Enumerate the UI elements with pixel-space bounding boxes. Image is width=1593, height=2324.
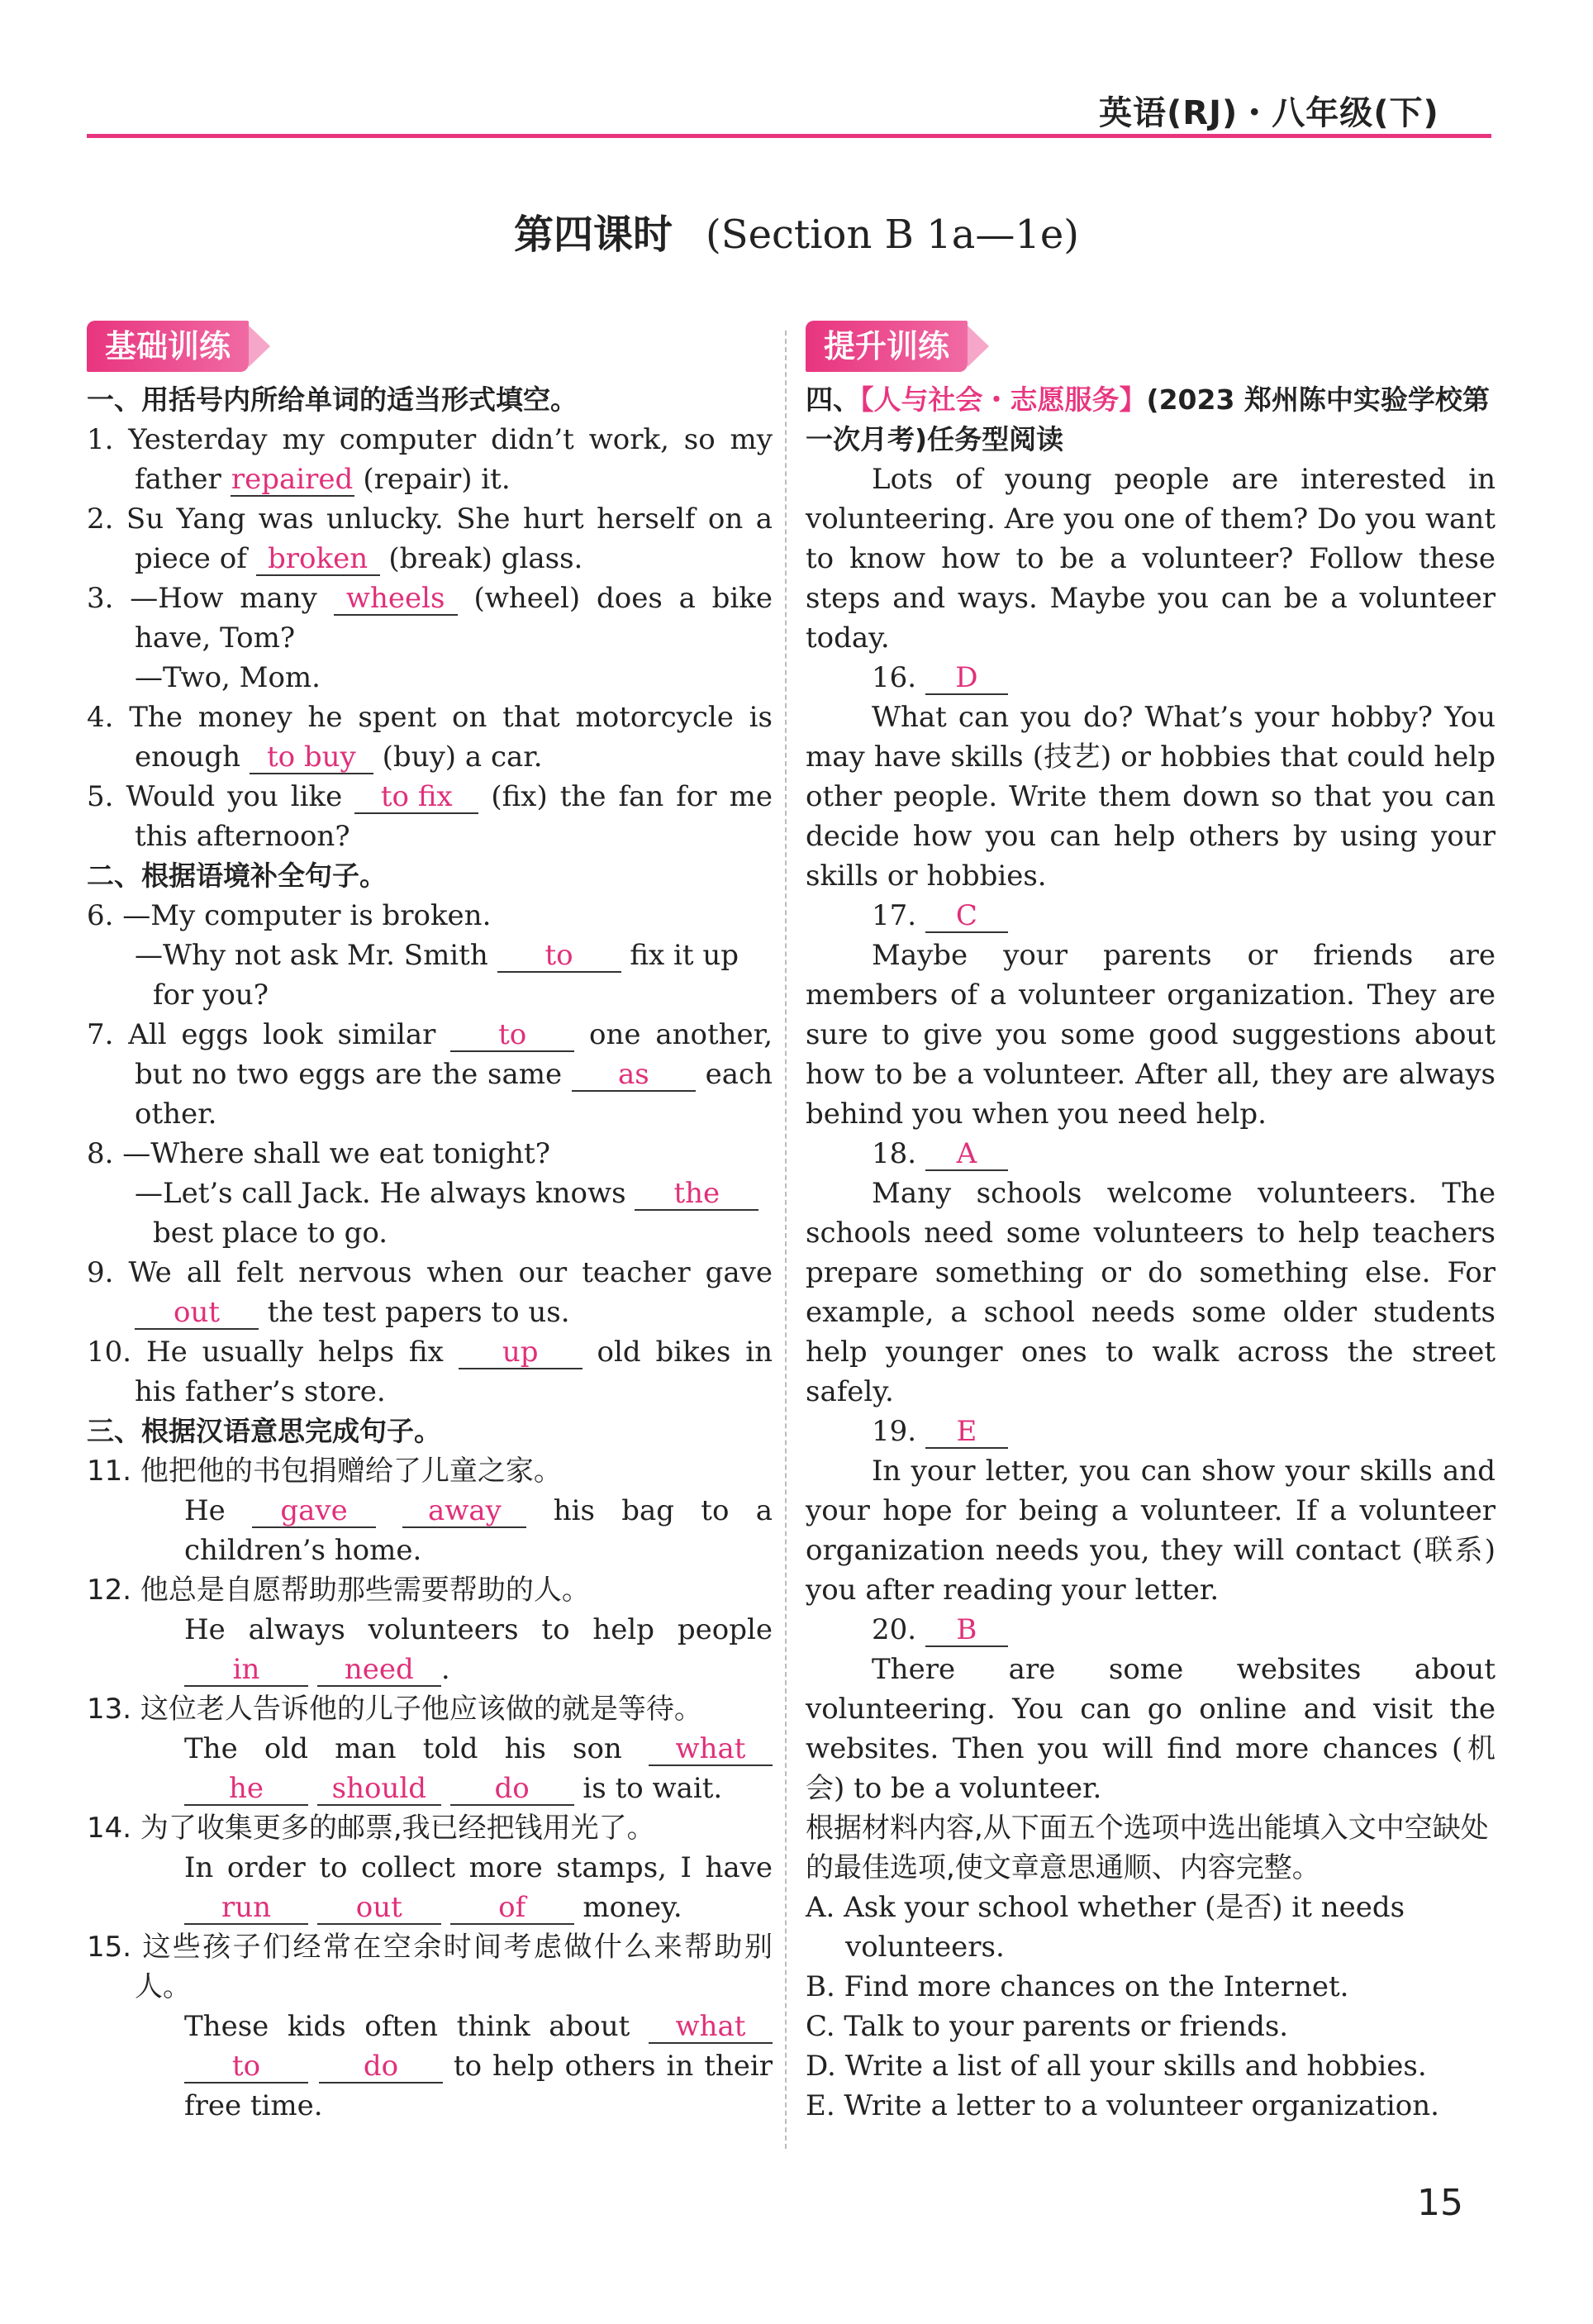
section-1-heading: 一、用括号内所给单词的适当形式填空。	[87, 383, 578, 416]
answer-blank: in	[184, 1654, 308, 1687]
section-4-tag: 【人与社会・志愿服务】	[860, 383, 1147, 416]
question-8: 8. —Where shall we eat tonight?	[87, 1137, 550, 1170]
header-rule	[87, 134, 1491, 138]
question-14-chinese: 14. 为了收集更多的邮票,我已经把钱用光了。	[87, 1812, 655, 1845]
question-19: 19. E	[806, 1412, 1496, 1451]
question-2: 2. Su Yang was unlucky. She hurt herself on a piece of broken (break) glass.	[87, 502, 773, 575]
answer-blank: E	[925, 1416, 1008, 1449]
page-number: 15	[1417, 2182, 1463, 2224]
question-17: 17. C	[806, 896, 1496, 936]
question-15-chinese: 15. 这些孩子们经常在空余时间考虑做什么来帮助别人。	[87, 1931, 773, 2003]
answer-blank: do	[450, 1773, 574, 1806]
answer-blank: B	[925, 1614, 1008, 1647]
option-a: A. Ask your school whether (是否) it needs volunteers.	[806, 1891, 1405, 1964]
answer-blank: to	[184, 2050, 308, 2084]
passage-paragraph-6: There are some websites about volunteering. You can go online and visit the websites. Then you will find more chances (机会) to be a volunteer.	[806, 1653, 1496, 1805]
question-10: 10. He usually helps fix up old bikes in his father’s store.	[87, 1336, 773, 1408]
passage-paragraph-4: Many schools welcome volunteers. The schools need some volunteers to help teachers prepare something or do something else. For example, a school needs some older students help younger ones to walk across the street safely.	[806, 1177, 1496, 1408]
question-18: 18. A	[806, 1134, 1496, 1174]
answer-blank: to	[497, 940, 621, 973]
instructions: 根据材料内容,从下面五个选项中选出能填入文中空缺处的最佳选项,使文章意思通顺、内容完整。	[806, 1812, 1489, 1884]
answer-blank: the	[635, 1178, 758, 1211]
answer-blank: do	[319, 2050, 443, 2084]
answer-blank: to	[450, 1019, 574, 1052]
question-6: 6. —My computer is broken.	[87, 899, 492, 932]
question-20: 20. B	[806, 1610, 1496, 1650]
question-12-chinese: 12. 他总是自愿帮助那些需要帮助的人。	[87, 1574, 590, 1607]
answer-blank: A	[925, 1138, 1008, 1171]
answer-blank: of	[450, 1892, 574, 1925]
question-3: 3. —How many wheels (wheel) does a bike have, Tom?	[87, 582, 773, 655]
question-5: 5. Would you like to fix (fix) the fan for me this afternoon?	[87, 780, 773, 853]
answer-blank: run	[184, 1892, 308, 1925]
answer-blank: should	[317, 1773, 441, 1806]
section-4-heading: 四、【人与社会・志愿服务】(2023 郑州陈中实验学校第一次月考)任务型阅读	[806, 383, 1490, 455]
passage-paragraph-3: Maybe your parents or friends are members of a volunteer organization. They are sure to give you some good suggestions about how to be a volunteer. After all, they are always behind you when you need help.	[806, 939, 1496, 1131]
answer-blank: repaired	[231, 463, 354, 496]
answer-blank: he	[184, 1773, 308, 1806]
question-15-english: These kids often think about what to do to help others in their free time.	[184, 2010, 773, 2122]
option-e: E. Write a letter to a volunteer organization.	[806, 2089, 1439, 2122]
answer-blank: away	[402, 1495, 526, 1528]
answer-blank: C	[925, 900, 1008, 933]
question-11-chinese: 11. 他把他的书包捐赠给了儿童之家。	[87, 1455, 562, 1488]
answer-blank: what	[649, 2011, 773, 2044]
question-4: 4. The money he spent on that motorcycle is enough to buy (buy) a car.	[87, 701, 773, 774]
basic-training-badge: 基础训练	[87, 321, 249, 372]
column-divider	[785, 331, 787, 2149]
question-7: 7. All eggs look similar to one another, but no two eggs are the same as each other.	[87, 1018, 773, 1131]
question-8-reply: —Let’s call Jack. He always knows the best place to go.	[87, 1174, 773, 1253]
answer-blank: D	[925, 662, 1008, 695]
book-header: 英语(RJ)・八年级(下)	[1099, 94, 1439, 132]
section-2-heading: 二、根据语境补全句子。	[87, 860, 387, 892]
answer-blank: broken	[256, 543, 380, 576]
question-13-english: The old man told his son what he should do is to wait.	[87, 1729, 773, 1808]
advanced-training-badge: 提升训练	[806, 321, 968, 372]
answer-blank: up	[459, 1336, 583, 1369]
question-11-english: He gave away his bag to a children’s home.	[184, 1494, 773, 1567]
passage-paragraph-5: In your letter, you can show your skills and your hope for being a volunteer. If a volunteer organization needs you, they will contact (联系) you after reading your letter.	[806, 1455, 1496, 1607]
question-14-english: In order to collect more stamps, I have run out of money.	[184, 1851, 773, 1924]
answer-blank: to buy	[250, 741, 373, 774]
question-16: 16. D	[806, 658, 1496, 698]
answer-blank: what	[649, 1733, 773, 1766]
question-3-reply: —Two, Mom.	[135, 661, 321, 694]
option-c: C. Talk to your parents or friends.	[806, 2010, 1289, 2043]
answer-blank: gave	[252, 1495, 376, 1528]
passage-paragraph-2: What can you do? What’s your hobby? You may have skills (技艺) or hobbies that could help other people. Write them down so that you can decide how you can help others by using your skills or hobbies.	[806, 701, 1496, 893]
section-3-heading: 三、根据汉语意思完成句子。	[87, 1415, 441, 1447]
lesson-title-cn: 第四课时	[514, 212, 673, 258]
option-b: B. Find more chances on the Internet.	[806, 1970, 1349, 2003]
question-9: 9. We all felt nervous when our teacher gave out the test papers to us.	[87, 1256, 773, 1329]
answer-blank: out	[317, 1892, 441, 1925]
answer-blank: to fix	[354, 781, 478, 814]
answer-blank: need	[317, 1654, 441, 1687]
lesson-title-en: (Section B 1a—1e)	[706, 212, 1079, 258]
left-column	[87, 380, 773, 2126]
answer-blank: wheels	[334, 583, 458, 616]
right-column	[806, 380, 1496, 2126]
question-12-english: He always volunteers to help people in need .	[184, 1613, 773, 1686]
option-d: D. Write a list of all your skills and hobbies.	[806, 2050, 1427, 2083]
answer-blank: out	[135, 1297, 259, 1330]
passage-paragraph-1: Lots of young people are interested in volunteering. Are you one of them? Do you want to know how to be a volunteer? Follow these steps and ways. Maybe you can be a volunteer today.	[806, 463, 1496, 655]
lesson-title	[0, 202, 1593, 260]
answer-blank: as	[572, 1059, 696, 1092]
question-6-reply: —Why not ask Mr. Smith to fix it up for you?	[135, 939, 739, 1012]
question-1: 1. Yesterday my computer didn’t work, so my father repaired (repair) it.	[87, 423, 773, 496]
question-13-chinese: 13. 这位老人告诉他的儿子他应该做的就是等待。	[87, 1693, 702, 1726]
